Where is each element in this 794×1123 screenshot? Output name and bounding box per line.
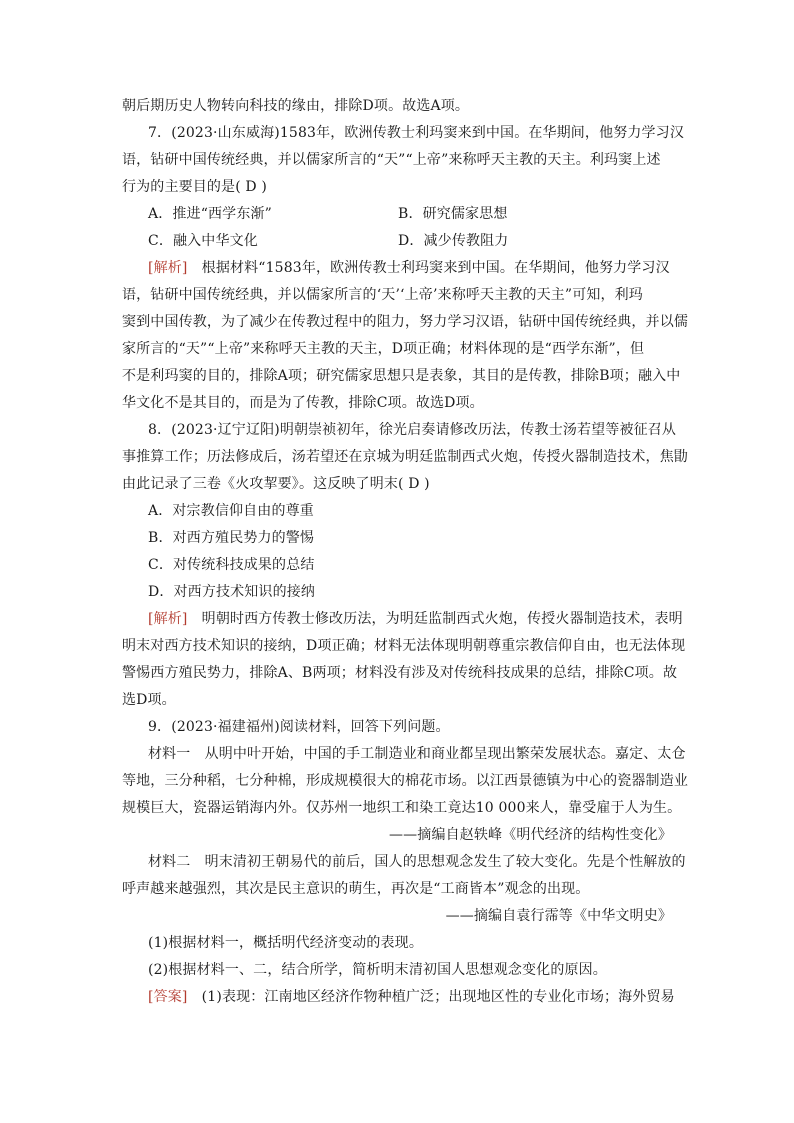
material-1-source: ——摘编自赵轶峰《明代经济的结构性变化》 — [389, 827, 672, 843]
option-c: C．融入中华文化 — [148, 233, 258, 249]
option-d: D．对西方技术知识的接纳 — [148, 584, 316, 600]
text-line: 华文化不是其目的，而是为了传教，排除C项。故选D项。 — [122, 395, 484, 411]
sub-question-2: (2)根据材料一、二，结合所学，简析明末清初国人思想观念变化的原因。 — [148, 962, 607, 978]
analysis-7-first-line — [148, 258, 708, 278]
question-8-stem: 8．(2023·辽宁辽阳)明朝崇祯初年，徐光启奏请修改历法，传教士汤若望等被征召从 — [148, 422, 677, 438]
text-line: 事推算工作；历法修成后，汤若望还在京城为明廷监制西式火炮，传授火器制造技术，焦勖 — [122, 449, 688, 465]
text-line: 行为的主要目的是( D ) — [122, 179, 267, 195]
analysis-text: 根据材料“1583年，欧洲传教士利玛窦来到中国。在华期间，他努力学习汉 — [187, 260, 670, 276]
text-line: 规模巨大，瓷器运销海内外。仅苏州一地织工和染工竟达10 000来人，靠受雇于人为生。 — [122, 800, 682, 816]
answer-first-line — [148, 987, 708, 1007]
analysis-8-first-line — [148, 609, 708, 629]
question-9-stem: 9．(2023·福建福州)阅读材料，回答下列问题。 — [148, 719, 450, 735]
option-b: B．研究儒家思想 — [398, 206, 508, 222]
text-line: 语，钻研中国传统经典，并以儒家所言的‘天’‘上帝’来称呼天主教的天主”可知，利玛 — [122, 287, 643, 303]
text-line: 呼声越来越强烈，其次是民主意识的萌生，再次是“工商皆本”观念的出现。 — [122, 881, 590, 897]
text-line: 等地，三分种稻，七分种棉，形成规模很大的棉花市场。以江西景德镇为中心的瓷器制造业 — [122, 773, 688, 789]
text-line: 语，钻研中国传统经典，并以儒家所言的“天”“上帝”来称呼天主教的天主。利玛窦上述 — [122, 152, 661, 168]
sub-question-1: (1)根据材料一，概括明代经济变动的表现。 — [148, 935, 423, 951]
text-line: 不是利玛窦的目的，排除A项；研究儒家思想只是表象，其目的是传教，排除B项；融入中 — [122, 368, 681, 384]
text-line: 窦到中国传教，为了减少在传教过程中的阻力，努力学习汉语，钻研中国传统经典，并以儒 — [122, 314, 688, 330]
material-2-source: ——摘编自袁行霈等《中华文明史》 — [445, 908, 672, 924]
option-c: C．对传统科技成果的总结 — [148, 557, 315, 573]
text-line: 由此记录了三卷《火攻挈要》。这反映了明末( D ) — [122, 476, 430, 492]
analysis-text: 明朝时西方传教士修改历法，为明廷监制西式火炮，传授火器制造技术，表明 — [187, 611, 683, 627]
text-line: 家所言的“天”“上帝”来称呼天主教的天主，D项正确；材料体现的是“西学东渐”，但 — [122, 341, 645, 357]
option-b: B．对西方殖民势力的警惕 — [148, 530, 315, 546]
material-1: 材料一 从明中叶开始，中国的手工制造业和商业都呈现出繁荣发展状态。嘉定、太仓 — [148, 746, 686, 762]
text-line: 选D项。 — [122, 692, 176, 708]
text-line: 朝后期历史人物转向科技的缘由，排除D项。故选A项。 — [122, 98, 470, 114]
option-d: D．减少传教阻力 — [398, 233, 509, 249]
question-7-stem: 7．(2023·山东威海)1583年，欧洲传教士利玛窦来到中国。在华期间，他努力学习汉 — [148, 125, 684, 141]
material-2: 材料二 明末清初王朝易代的前后，国人的思想观念发生了较大变化。先是个性解放的 — [148, 854, 686, 870]
answer-tag: [答案] — [148, 989, 188, 1005]
text-line: 警惕西方殖民势力，排除A、B两项；材料没有涉及对传统科技成果的总结，排除C项。故 — [122, 665, 678, 681]
analysis-tag: [解析] — [148, 611, 188, 627]
analysis-tag: [解析] — [148, 260, 188, 276]
text-line: 明末对西方技术知识的接纳，D项正确；材料无法体现明朝尊重宗教信仰自由，也无法体现 — [122, 638, 686, 654]
option-a: A．推进“西学东渐” — [148, 206, 272, 222]
option-a: A．对宗教信仰自由的尊重 — [148, 503, 314, 519]
answer-text: (1)表现：江南地区经济作物种植广泛；出现地区性的专业化市场；海外贸易 — [187, 989, 675, 1005]
